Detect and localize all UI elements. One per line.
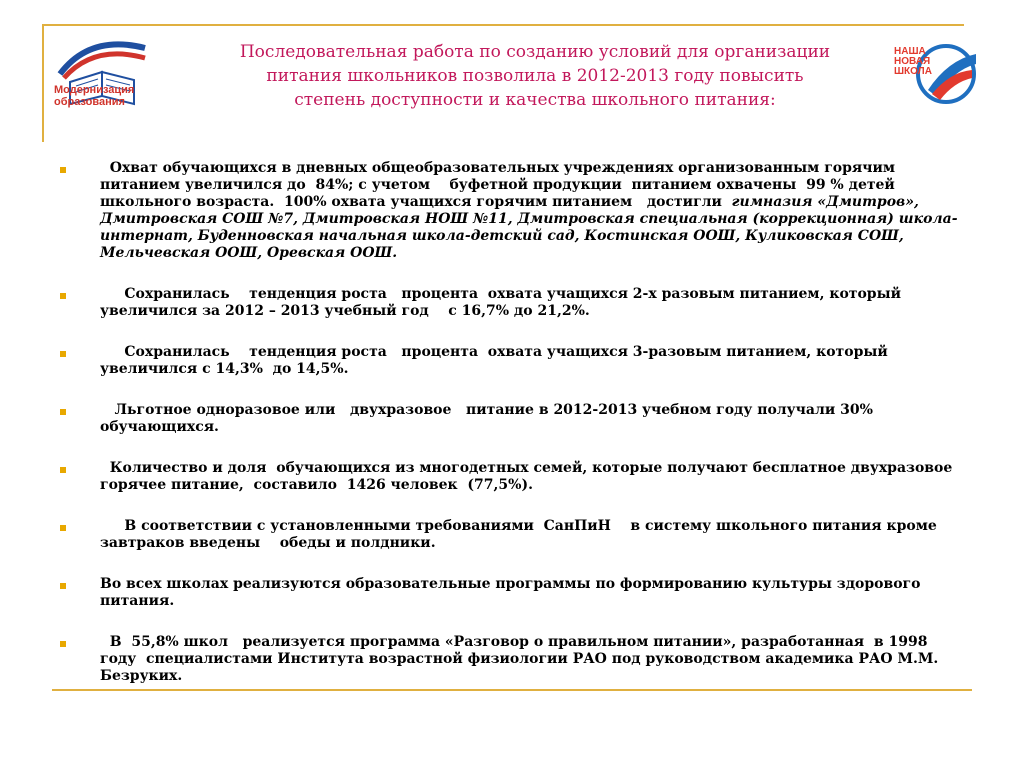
list-item xyxy=(60,344,960,378)
frame-top-line xyxy=(42,24,964,26)
list-item-text: Охват обучающихся в дневных общеобразовательных учреждениях организованным горячим питанием увеличился до 84%; с учетом буфетной продукции питанием охвачены 99 % детей школьного возраста. 100% охвата учащихся горячим питанием достигли xyxy=(100,160,900,210)
list-item-text: Сохранилась тенденция роста процента охвата учащихся 3-разовым питанием, который увеличился с 14,3% до 14,5%. xyxy=(100,344,893,377)
bullet-icon xyxy=(60,293,66,299)
bullet-icon xyxy=(60,167,66,173)
list-item xyxy=(60,518,960,552)
frame-left-line xyxy=(42,24,44,142)
list-item-text: Льготное одноразовое или двухразовое питание в 2012-2013 учебном году получали 30% обучающихся. xyxy=(100,402,878,435)
new-school-logo-text: НАША НОВАЯ ШКОЛА xyxy=(894,46,932,77)
list-item xyxy=(60,286,960,320)
list-item-text: В 55,8% школ реализуется программа «Разговор о правильном питании», разработанная в 1998 году специалистами Института возрастной физиологии РАО под руководством академика РАО М.М. Безруких. xyxy=(100,634,944,684)
list-item-text: Во всех школах реализуются образовательные программы по формированию культуры здорового питания. xyxy=(100,576,926,609)
list-item xyxy=(60,576,960,610)
title-line: Последовательная работа по созданию условий для организации xyxy=(239,42,831,62)
list-item xyxy=(60,634,960,685)
modernization-logo-text: Модернизация образования xyxy=(54,84,135,108)
list-item-text: Количество и доля обучающихся из многодетных семей, которые получают бесплатное двухразовое горячее питание, составило 1426 человек (77,5%). xyxy=(100,460,958,493)
bullet-icon xyxy=(60,409,66,415)
list-item xyxy=(60,160,960,262)
bullet-icon xyxy=(60,467,66,473)
bullet-icon xyxy=(60,525,66,531)
bullet-list xyxy=(60,160,960,709)
bullet-icon xyxy=(60,641,66,647)
list-item-text: В соответствии с установленными требованиями СанПиН в систему школьного питания кроме завтраков введены обеды и полдники. xyxy=(100,518,942,551)
title-line: питания школьников позволила в 2012-2013 году повысить xyxy=(266,66,804,86)
page-title xyxy=(190,40,880,112)
bullet-icon xyxy=(60,351,66,357)
bullet-icon xyxy=(60,583,66,589)
list-item-italic-text: гимназия «Дмитров», Дмитровская СОШ №7, Дмитровская НОШ №11, Дмитровская специальная (коррекционная) школа-интернат, Буденновская начальная школа-детский сад, Костинская ООШ, Куликовская СОШ, Мельчевская ООШ, Оревская ООШ. xyxy=(100,194,958,261)
title-line: степень доступности и качества школьного питания: xyxy=(294,90,776,110)
list-item xyxy=(60,402,960,436)
list-item xyxy=(60,460,960,494)
list-item-text: Сохранилась тенденция роста процента охвата учащихся 2-х разовым питанием, который увеличился за 2012 – 2013 учебный год с 16,7% до 21,2%. xyxy=(100,286,906,319)
